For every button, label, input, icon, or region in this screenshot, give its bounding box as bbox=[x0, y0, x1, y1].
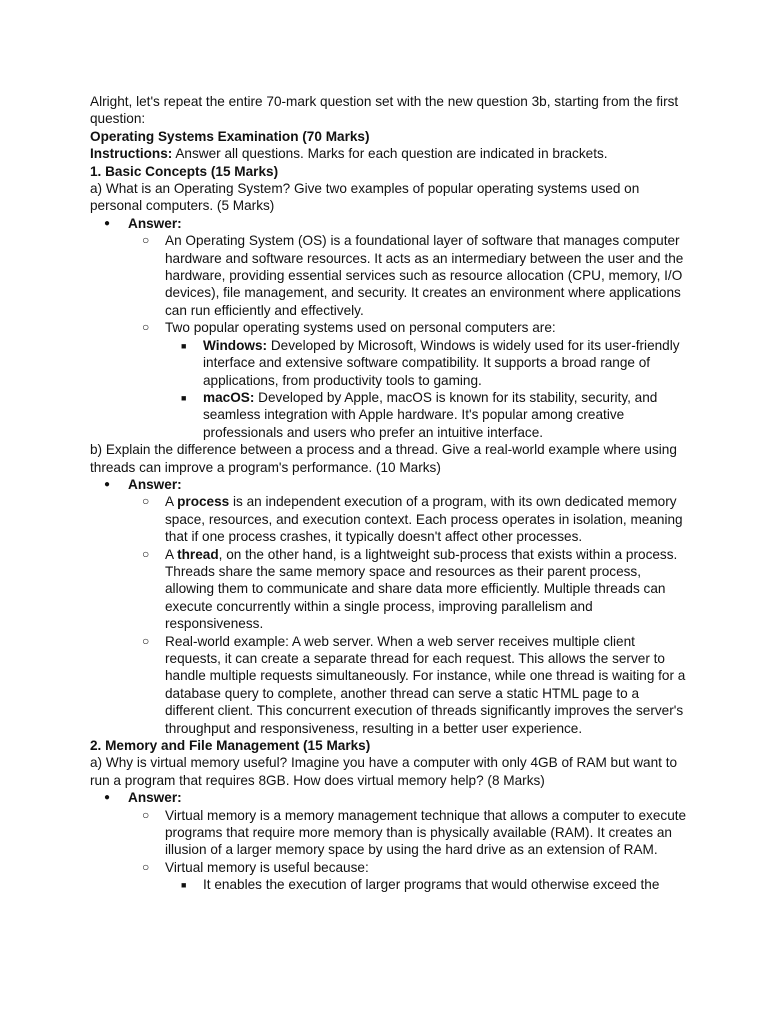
answer-point bbox=[142, 633, 690, 737]
sub-point-label: macOS: bbox=[203, 389, 255, 405]
circle-bullet-icon: ○ bbox=[142, 320, 150, 335]
answer-point-text: Virtual memory is a memory management technique that allows a computer to execute programs that require more memory than is physically available (RAM). It creates an illusion of a larger memory space by using the hard drive as an extension of RAM. bbox=[165, 807, 687, 858]
circle-bullet-icon: ○ bbox=[142, 546, 150, 561]
answer-label: Answer: bbox=[128, 215, 182, 231]
circle-bullet-icon: ○ bbox=[142, 807, 150, 822]
document-body bbox=[90, 93, 690, 894]
bullet-icon: ● bbox=[104, 217, 111, 229]
question-text: a) Why is virtual memory useful? Imagine you have a computer with only 4GB of RAM but want to run a program that requires 8GB. How does virtual memory help? (8 Marks) bbox=[90, 755, 678, 788]
term-process: process bbox=[177, 494, 230, 510]
circle-bullet-icon: ○ bbox=[142, 233, 150, 248]
circle-bullet-icon: ○ bbox=[142, 633, 150, 648]
answer-item bbox=[104, 215, 690, 232]
term-thread: thread bbox=[177, 546, 219, 562]
instructions-text: Answer all questions. Marks for each question are indicated in brackets. bbox=[172, 146, 608, 162]
answer-item bbox=[104, 476, 690, 493]
answer-point-text: Virtual memory is useful because: bbox=[165, 859, 369, 875]
sub-point bbox=[181, 876, 690, 893]
answer-label: Answer: bbox=[128, 790, 182, 806]
sub-point-text: Developed by Microsoft, Windows is widely used for its user-friendly interface and extensive software compatibility. It supports a broad range of applications, from productivity tools to gaming. bbox=[203, 337, 680, 388]
bullet-icon: ● bbox=[104, 478, 111, 490]
bullet-icon: ● bbox=[104, 792, 111, 804]
question-text: a) What is an Operating System? Give two examples of popular operating systems used on personal computers. (5 Marks) bbox=[90, 181, 640, 214]
answer-item bbox=[104, 789, 690, 806]
circle-bullet-icon: ○ bbox=[142, 859, 150, 874]
sub-point-text: Developed by Apple, macOS is known for its stability, security, and seamless integration with Apple hardware. It's popular among creative professionals and users who prefer an intuitive interface. bbox=[203, 389, 658, 440]
answer-label: Answer: bbox=[128, 476, 182, 492]
circle-bullet-icon: ○ bbox=[142, 494, 150, 509]
square-bullet-icon: ■ bbox=[181, 392, 187, 403]
sub-point-windows bbox=[181, 337, 690, 389]
question-text: b) Explain the difference between a process and a thread. Give a real-world example where using threads can improve a program's performance. (10 Marks) bbox=[90, 442, 677, 475]
answer-point: ○ A thread, on the other hand, is a lightweight sub-process that exists within a process. Threads share the same memory space and resources as their parent process, allowing them to communicate and share data more efficiently. Multiple threads can execute concurrently within a single process, improving parallelism and responsiveness. bbox=[142, 546, 678, 632]
instructions-label: Instructions: bbox=[90, 146, 173, 162]
exam-title: Operating Systems Examination (70 Marks) bbox=[90, 128, 370, 144]
answer-point: ○ A process is an independent execution of a program, with its own dedicated memory space, resources, and execution context. Each process operates in isolation, meaning that if one process crashes, it typically doesn't affect other processes. bbox=[142, 494, 683, 545]
sub-point-label: Windows: bbox=[203, 337, 268, 353]
square-bullet-icon: ■ bbox=[181, 880, 187, 891]
intro-paragraph: Alright, let's repeat the entire 70-mark question set with the new question 3b, starting from the first question: bbox=[90, 94, 679, 127]
answer-point-text: An Operating System (OS) is a foundational layer of software that manages computer hardware and software resources. It acts as an intermediary between the user and the hardware, providing essential services such as resource allocation (CPU, memory, I/O devices), file management, and security. It creates an environment where applications can run efficiently and effectively. bbox=[165, 233, 684, 318]
answer-point-text: Real-world example: A web server. When a web server receives multiple client requests, it can create a separate thread for each request. This allows the server to handle multiple requests simultaneously. For instance, while one thread is waiting for a database query to complete, another thread can serve a static HTML page to a different client. This concurrent execution of threads significantly improves the server's throughput and responsiveness, resulting in a better user experience. bbox=[165, 633, 686, 736]
section-heading: 2. Memory and File Management (15 Marks) bbox=[90, 738, 371, 754]
answer-point bbox=[142, 232, 690, 319]
square-bullet-icon: ■ bbox=[181, 340, 187, 351]
sub-point-text: It enables the execution of larger programs that would otherwise exceed the bbox=[203, 877, 660, 893]
answer-point bbox=[142, 807, 690, 859]
answer-point bbox=[142, 319, 690, 336]
answer-point bbox=[142, 859, 690, 876]
instructions bbox=[90, 145, 690, 162]
sub-point-macos bbox=[181, 389, 690, 441]
answer-point-text: Two popular operating systems used on personal computers are: bbox=[165, 320, 556, 336]
section-heading: 1. Basic Concepts (15 Marks) bbox=[90, 163, 279, 179]
